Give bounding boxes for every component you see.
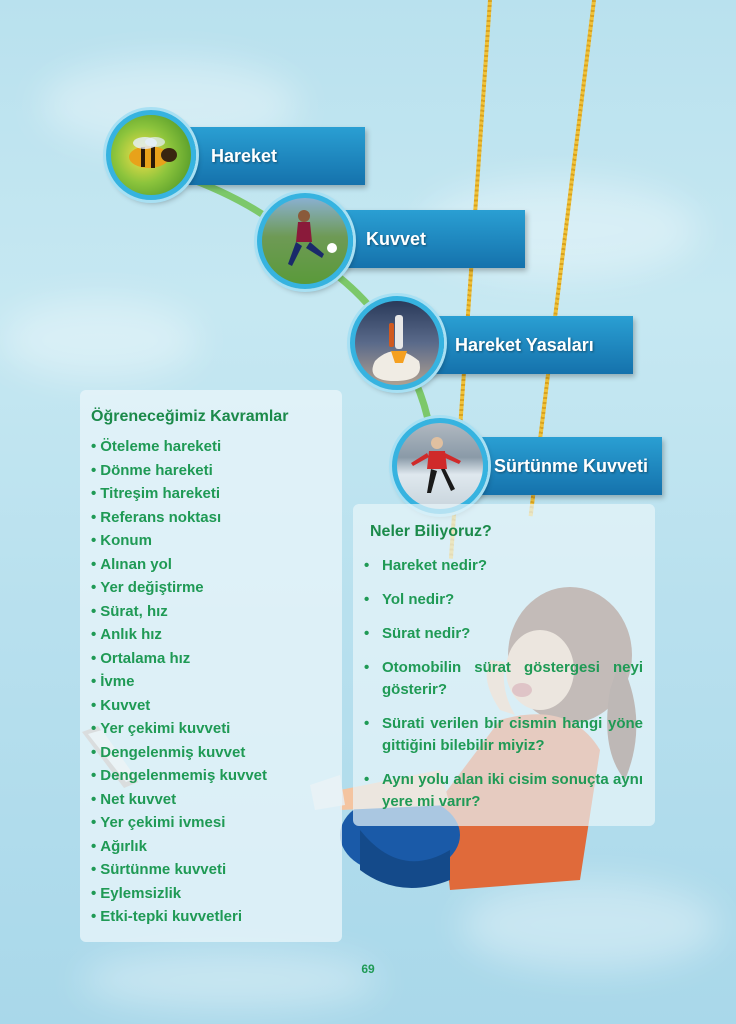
concept-item [91, 788, 267, 812]
bullet: • [91, 884, 97, 902]
concepts-panel [80, 390, 342, 942]
concept-item [91, 905, 267, 929]
concept-item [91, 576, 267, 600]
bullet: • [91, 438, 97, 455]
concept-label: Ortalama hız [100, 649, 191, 667]
bullet: • [91, 767, 97, 784]
bullet: • [91, 508, 97, 526]
concept-label: Titreşim hareketi [100, 485, 221, 502]
bullet: • [364, 591, 370, 608]
question-label: Hareket nedir? [382, 557, 488, 574]
question-label: Yol nedir? [382, 591, 455, 608]
questions-list [364, 555, 643, 813]
bullet: • [91, 814, 97, 831]
concept-item [91, 529, 267, 553]
concept-item [91, 647, 267, 671]
concept-label: Yer çekimi kuvveti [100, 720, 231, 737]
concepts-title: Öğreneceğimiz Kavramlar [91, 408, 289, 425]
questions-panel [353, 504, 655, 826]
concept-item [91, 670, 267, 694]
bullet: • [364, 557, 370, 574]
bullet: • [91, 485, 97, 502]
topic-label: Kuvvet [366, 228, 427, 249]
bullet: • [364, 715, 370, 732]
bullet: • [364, 625, 370, 642]
question-label: Sürati verilen bir cismin hangi yöne gittiğini bilebilir miyiz? [382, 715, 643, 754]
rocket-icon [355, 301, 439, 385]
concept-label: Dönme hareketi [100, 461, 213, 479]
concept-label: Anlık hız [100, 626, 162, 643]
bullet: • [91, 602, 97, 620]
soccer-player-image [257, 193, 353, 289]
bullet: • [91, 673, 97, 690]
topic-label: Hareket [211, 145, 278, 166]
topic-label: Hareket Yasaları [455, 334, 594, 355]
bullet: • [364, 659, 370, 676]
concept-item [91, 459, 267, 483]
concept-label: Sürat, hız [100, 602, 168, 620]
question-item [364, 769, 643, 813]
question-item [364, 555, 643, 577]
question-label: Sürat nedir? [382, 625, 471, 642]
concept-label: Sürtünme kuvveti [100, 861, 227, 878]
concept-item [91, 764, 267, 788]
concept-label: Dengelenmemiş kuvvet [100, 767, 268, 784]
concept-label: Konum [100, 532, 152, 549]
bullet: • [91, 743, 97, 761]
concept-label: Kuvvet [100, 696, 151, 714]
topic-banner-surtunme-kuvveti [470, 437, 662, 495]
bullet: • [91, 908, 97, 925]
question-label: Aynı yolu alan iki cisim sonuçta aynı yere mi varır? [382, 771, 643, 810]
concept-item [91, 506, 267, 530]
ice-skater-icon [397, 423, 483, 509]
bullet: • [91, 649, 97, 667]
topic-banner-hareket-yasalari [425, 316, 633, 374]
bullet: • [91, 790, 97, 808]
concept-item [91, 600, 267, 624]
concept-label: İvme [100, 673, 135, 690]
ice-skater-image [392, 418, 488, 514]
topic-label: Sürtünme Kuvveti [494, 455, 649, 476]
concept-item [91, 694, 267, 718]
question-item [364, 657, 643, 701]
topic-banner-hareket [185, 127, 365, 185]
concept-item [91, 811, 267, 835]
concept-label: Alınan yol [100, 555, 172, 573]
concept-item [91, 482, 267, 506]
bullet: • [91, 861, 97, 878]
concept-item [91, 553, 267, 577]
concept-item [91, 717, 267, 741]
bullet: • [91, 579, 97, 596]
question-item [364, 713, 643, 757]
concept-item [91, 858, 267, 882]
question-item [364, 623, 643, 645]
bullet: • [91, 555, 97, 573]
concept-label: Yer değiştirme [100, 579, 204, 596]
bullet: • [91, 461, 97, 479]
bullet: • [91, 696, 97, 714]
concept-item [91, 835, 267, 859]
questions-title: Neler Biliyoruz? [370, 523, 492, 540]
concept-item [91, 741, 267, 765]
concepts-list [91, 435, 267, 929]
concept-item [91, 882, 267, 906]
bullet: • [91, 626, 97, 643]
concept-label: Etki-tepki kuvvetleri [100, 908, 242, 925]
bee-image [106, 110, 196, 200]
bullet: • [91, 837, 97, 855]
concept-label: Eylemsizlik [100, 884, 182, 902]
concept-label: Ağırlık [100, 837, 147, 855]
question-item [364, 589, 643, 611]
bullet: • [91, 532, 97, 549]
concept-label: Yer çekimi ivmesi [100, 814, 226, 831]
concept-label: Net kuvvet [100, 790, 177, 808]
concept-label: Öteleme hareketi [100, 438, 222, 455]
concept-label: Referans noktası [100, 508, 222, 526]
bullet: • [91, 720, 97, 737]
question-label: Otomobilin sürat göstergesi neyi gösterir? [382, 659, 643, 698]
concept-label: Dengelenmiş kuvvet [100, 743, 246, 761]
topic-banner-kuvvet [340, 210, 525, 268]
bullet: • [364, 771, 370, 788]
soccer-player-icon [262, 198, 348, 284]
page-number: 69 [361, 962, 375, 976]
concept-item [91, 435, 267, 459]
rocket-launch-image [350, 296, 444, 390]
concept-item [91, 623, 267, 647]
bee-icon [111, 115, 191, 195]
